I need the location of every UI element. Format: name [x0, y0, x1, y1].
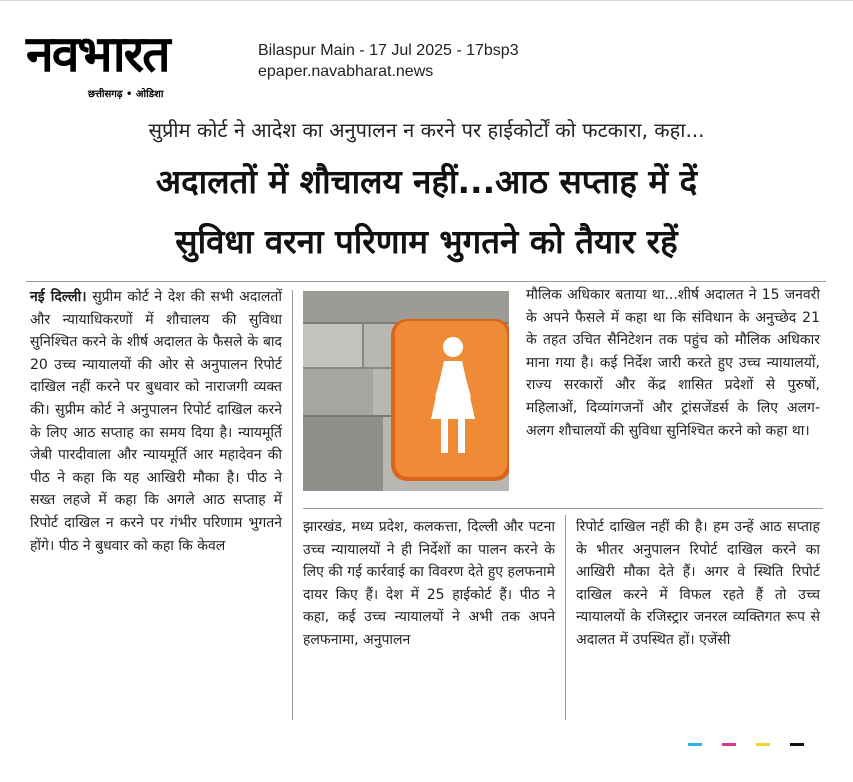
column-top-right-text: मौलिक अधिकार बताया था...शीर्ष अदालत ने 15 जनवरी के अपने फैसले में कहा था कि संविधान के अनुच्छेद 21 के तहत उचित सैनिटेशन तक पहुंच को मौलिक अधिकार माना गया है। कई निर्देश जारी करते हुए उच्च न्यायालयों, राज्य सरकारों और केंद्र शासित प्रदेशों से पुरुषों, महिलाओं, दिव्यांगजनों और ट्रांसजेंडर्स के लिए अलग-अलग शौचालयों की सुविधा सुनिश्चित करने को कहा था। — [526, 287, 820, 439]
article-column-1 — [30, 286, 282, 557]
epaper-url[interactable]: epaper.navabharat.news — [258, 63, 434, 80]
masthead — [26, 25, 241, 100]
article-column-2 — [303, 516, 555, 652]
edition-info — [258, 40, 519, 82]
headline-line-1: अदालतों में शौचालय नहीं...आठ सप्ताह में दें — [155, 162, 698, 201]
article-column-top-right — [526, 284, 820, 442]
edition-line: Bilaspur Main - 17 Jul 2025 - 17bsp3 — [258, 42, 519, 59]
headline-line-2: सुविधा वरना परिणाम भुगतने को तैयार रहें — [175, 222, 678, 261]
newspaper-logo: नवभारत — [26, 25, 169, 83]
article-column-3 — [576, 516, 820, 652]
logo-subtitle: छत्तीसगढ़ • ओडिशा — [88, 89, 164, 100]
column-divider-1 — [292, 290, 293, 720]
column-2-text: झारखंड, मध्य प्रदेश, कलकत्ता, दिल्ली और पटना उच्च न्यायालयों ने ही निर्देशों का पालन करने के लिए की गई कार्रवाई का विवरण देते हुए हलफनामे दायर किए हैं। देश में 25 हाईकोर्ट हैं। पीठ ने कहा, कई उच्च न्यायालयों ने अभी तक अपने हलफनामा, अनुपालन — [303, 519, 555, 648]
photo-rule — [303, 508, 823, 509]
column-1-text: सुप्रीम कोर्ट ने देश की सभी अदालतों और न्यायाधिकरणों में शौचालय की सुविधा सुनिश्चित करने के शीर्ष अदालत के फैसले के बाद 20 उच्च न्यायालयों की ओर से अनुपालन रिपोर्ट दाखिल नहीं करने पर बुधवार को नाराजगी व्यक्त की। सुप्रीम कोर्ट ने अनुपालन रिपोर्ट दाखिल करने के लिए आठ सप्ताह का समय दिया है। न्यायमूर्ति जेबी पारदीवाला और न्यायमूर्ति आर महादेवन की पीठ ने कहा कि यह आखिरी मौका है। पीठ ने सख्त लहजे में कहा कि अगले आठ सप्ताह में रिपोर्ट दाखिल न करने पर गंभीर परिणाम भुगतने होंगे। पीठ ने बुधवार को कहा कि केवल — [30, 289, 282, 554]
dateline: नई दिल्ली। — [30, 289, 87, 305]
women-restroom-sign-icon — [303, 291, 509, 491]
page-top-border — [0, 0, 853, 7]
toilet-sign-photo — [303, 291, 509, 491]
column-divider-2 — [565, 515, 566, 720]
headline-rule — [26, 281, 826, 282]
print-registration-marks — [688, 741, 828, 747]
column-3-text: रिपोर्ट दाखिल नहीं की है। हम उन्हें आठ सप्ताह के भीतर अनुपालन रिपोर्ट दाखिल करने का आखिरी मौका देते हैं। अगर वे स्थिति रिपोर्ट दाखिल करने में विफल रहते हैं तो उच्च न्यायालयों के रजिस्ट्रार जनरल व्यक्तिगत रूप से अदालत में उपस्थित हों। एजेंसी — [576, 519, 820, 648]
article-kicker: सुप्रीम कोर्ट ने आदेश का अनुपालन न करने पर हाईकोर्टों को फटकारा, कहा... — [148, 118, 705, 142]
